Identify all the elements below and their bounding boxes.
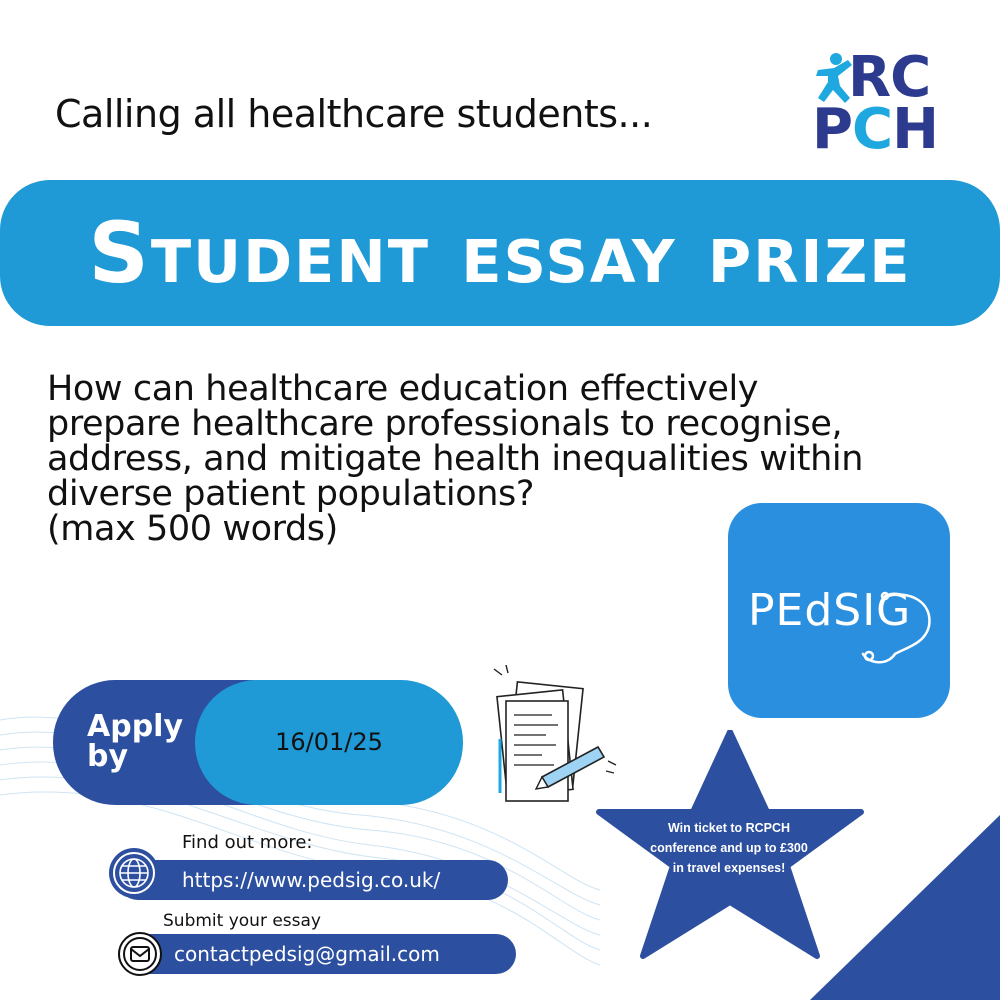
logo-line-2 [812, 97, 939, 162]
prize-text: Win ticket to RCPCH conference and up to £300 in travel expenses! [650, 821, 808, 875]
rcpch-logo [812, 45, 952, 162]
stethoscope-icon [855, 590, 940, 670]
word-limit: (max 500 words) [47, 509, 338, 549]
corner-decoration [810, 815, 1000, 1000]
website-link[interactable]: https://www.pedsig.co.uk/ [182, 868, 441, 892]
question-line: How can healthcare education effectively [47, 369, 759, 409]
question-line: diverse patient populations? [47, 474, 535, 514]
banner-title: Student essay prize [88, 204, 912, 302]
mail-icon [118, 932, 162, 976]
find-out-more-label: Find out more: [182, 832, 313, 853]
logo-line-2-text: PCH [812, 97, 939, 162]
submit-essay-label: Submit your essay [163, 911, 321, 931]
apply-by-label: Apply by [87, 709, 184, 774]
pedsig-logo-text: PEdSIG [748, 585, 912, 636]
apply-date: 16/01/25 [275, 728, 383, 756]
globe-icon [108, 847, 160, 899]
email-link[interactable]: contactpedsig@gmail.com [174, 942, 440, 966]
tagline: Calling all healthcare students... [55, 92, 653, 136]
question-line: address, and mitigate health inequalities within [47, 439, 863, 479]
logo-line-1: RC [848, 45, 931, 110]
question-line: prepare healthcare professionals to recognise, [47, 404, 843, 444]
